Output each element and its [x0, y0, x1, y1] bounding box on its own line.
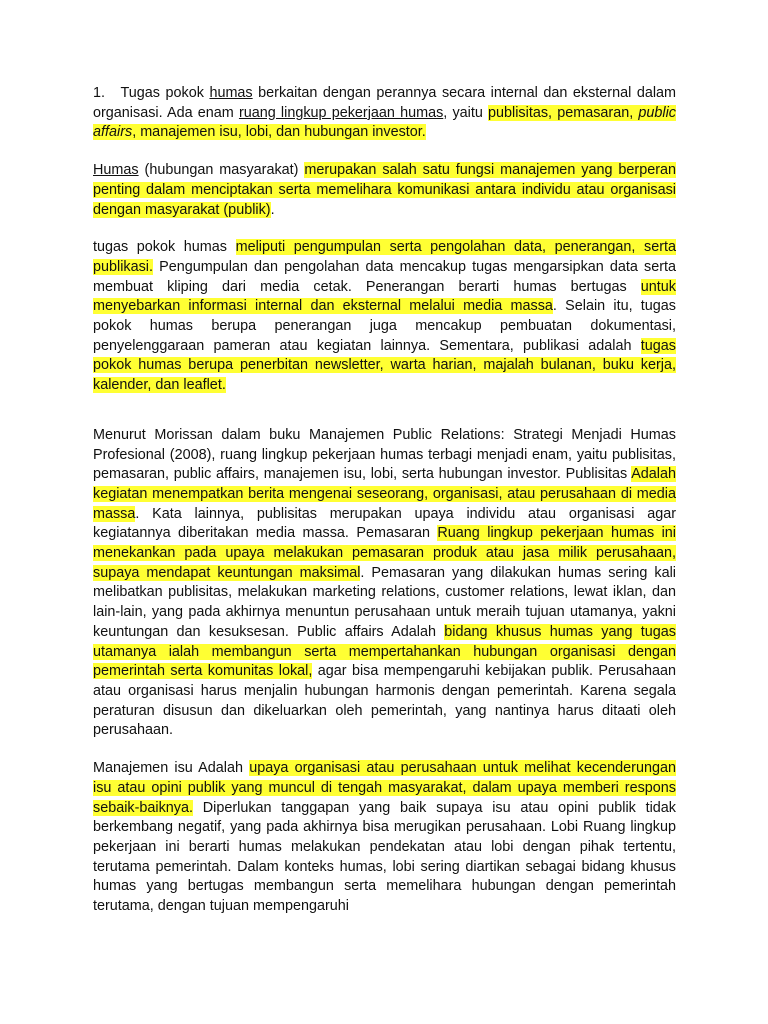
- underlined-text: humas: [209, 85, 253, 101]
- text-segment: berkaitan dengan perannya secara internal dan eksternal dalam organisasi. Ada enam: [93, 85, 677, 121]
- highlighted-text: publisitas, pemasaran,: [488, 104, 639, 121]
- underlined-text: ruang lingkup pekerjaan humas: [238, 104, 444, 121]
- highlighted-text: upaya organisasi atau perusahaan untuk melihat kecenderungan isu atau opini publik yang muncul di tengah masyarakat, dalam upaya memberi respons sebaik-baiknya.: [93, 760, 676, 816]
- text-segment: , yaitu: [443, 104, 489, 121]
- paragraph-4: [93, 426, 676, 741]
- text-segment: Menurut Morissan dalam buku Manajemen Public Relations: Strategi Menjadi Humas Profesional (2008), ruang lingkup pekerjaan humas terbagi menjadi enam, yaitu publisitas, pemasaran, public affairs, manajemen isu, lobi, serta hubungan investor. Publisitas: [93, 426, 676, 483]
- underlined-text: Humas: [93, 162, 139, 179]
- highlighted-text: public affairs: [93, 104, 676, 141]
- text-segment: . Kata lainnya, publisitas merupakan upaya individu atau organisasi agar kegiatannya diberitakan media massa. Pemasaran: [93, 505, 676, 542]
- paragraph-1: [93, 84, 676, 143]
- paragraph-3: [93, 238, 676, 396]
- text-segment: Tugas pokok: [120, 85, 210, 101]
- paragraph-5: [93, 759, 676, 917]
- highlighted-text: bidang khusus humas yang tugas utamanya ialah membangun serta mempertahankan hubungan organisasi dengan pemerintah serta komunitas lokal,: [93, 623, 676, 680]
- highlighted-text: Ruang lingkup pekerjaan humas ini menekankan pada upaya melakukan pemasaran produk atau jasa milik perusahaan, supaya mendapat keuntungan maksimal: [93, 525, 676, 581]
- highlighted-text: merupakan salah satu fungsi manajemen yang berperan penting dalam menciptakan serta memelihara komunikasi antara individu atau organisasi dengan masyarakat (publik): [93, 162, 676, 218]
- text-segment: agar bisa mempengaruhi kebijakan publik. Perusahaan atau organisasi harus menjalin hubungan harmonis dengan pemerintah. Karena segala peraturan disusun dan dikeluarkan oleh pemerintah, yang nantinya harus ditaati oleh perusahaan.: [93, 663, 676, 739]
- list-number: 1.: [93, 85, 111, 101]
- highlighted-text: , manajemen isu, lobi, dan hubungan investor.: [132, 124, 426, 141]
- text-segment: (hubungan masyarakat): [138, 162, 305, 179]
- paragraph-2: [93, 161, 676, 220]
- highlighted-text: tugas pokok humas berupa penerbitan newsletter, warta harian, majalah bulanan, buku kerja, kalender, dan leaflet.: [93, 337, 676, 394]
- highlighted-text: Adalah kegiatan menempatkan berita mengenai seseorang, organisasi, atau perusahaan di media massa: [93, 466, 676, 522]
- highlighted-text: untuk menyebarkan informasi internal dan eksternal melalui media massa: [93, 278, 676, 315]
- document-page: [93, 84, 676, 935]
- text-segment: . Pemasaran yang dilakukan humas sering kali melibatkan publisitas, melakukan marketing relations, customer relations, lewat iklan, dan lain-lain, yang pada akhirnya menuntun perusahaan untuk meraih tujuan utamanya, yakni keuntungan dan kesuksesan. Public affairs Adalah: [93, 564, 676, 640]
- text-segment: Pengumpulan dan pengolahan data mencakup tugas mengarsipkan data serta membuat kliping dari media cetak. Penerangan berarti humas bertugas: [93, 258, 676, 295]
- text-segment: tugas pokok humas: [93, 239, 236, 256]
- text-segment: . Selain itu, tugas pokok humas berupa penerangan juga mencakup pembuatan dokumentasi, penyelenggaraan pameran atau kegiatan lainnya. Sementara, publikasi adalah: [93, 298, 676, 354]
- text-segment: .: [270, 201, 275, 218]
- text-segment: Manajemen isu Adalah: [93, 760, 250, 777]
- text-segment: Diperlukan tanggapan yang baik supaya isu atau opini publik tidak berkembang negatif, yang pada akhirnya bisa merugikan perusahaan. Lobi Ruang lingkup pekerjaan ini berarti humas melakukan pendekatan atau lobi dengan pihak tertentu, terutama pemerintah. Dalam konteks humas, lobi sering diartikan sebagai bidang khusus humas yang bertugas membangun serta memelihara hubungan dengan pemerintah terutama, dengan tujuan mempengaruhi: [93, 799, 676, 915]
- highlighted-text: meliputi pengumpulan serta pengolahan data, penerangan, serta publikasi.: [93, 239, 676, 275]
